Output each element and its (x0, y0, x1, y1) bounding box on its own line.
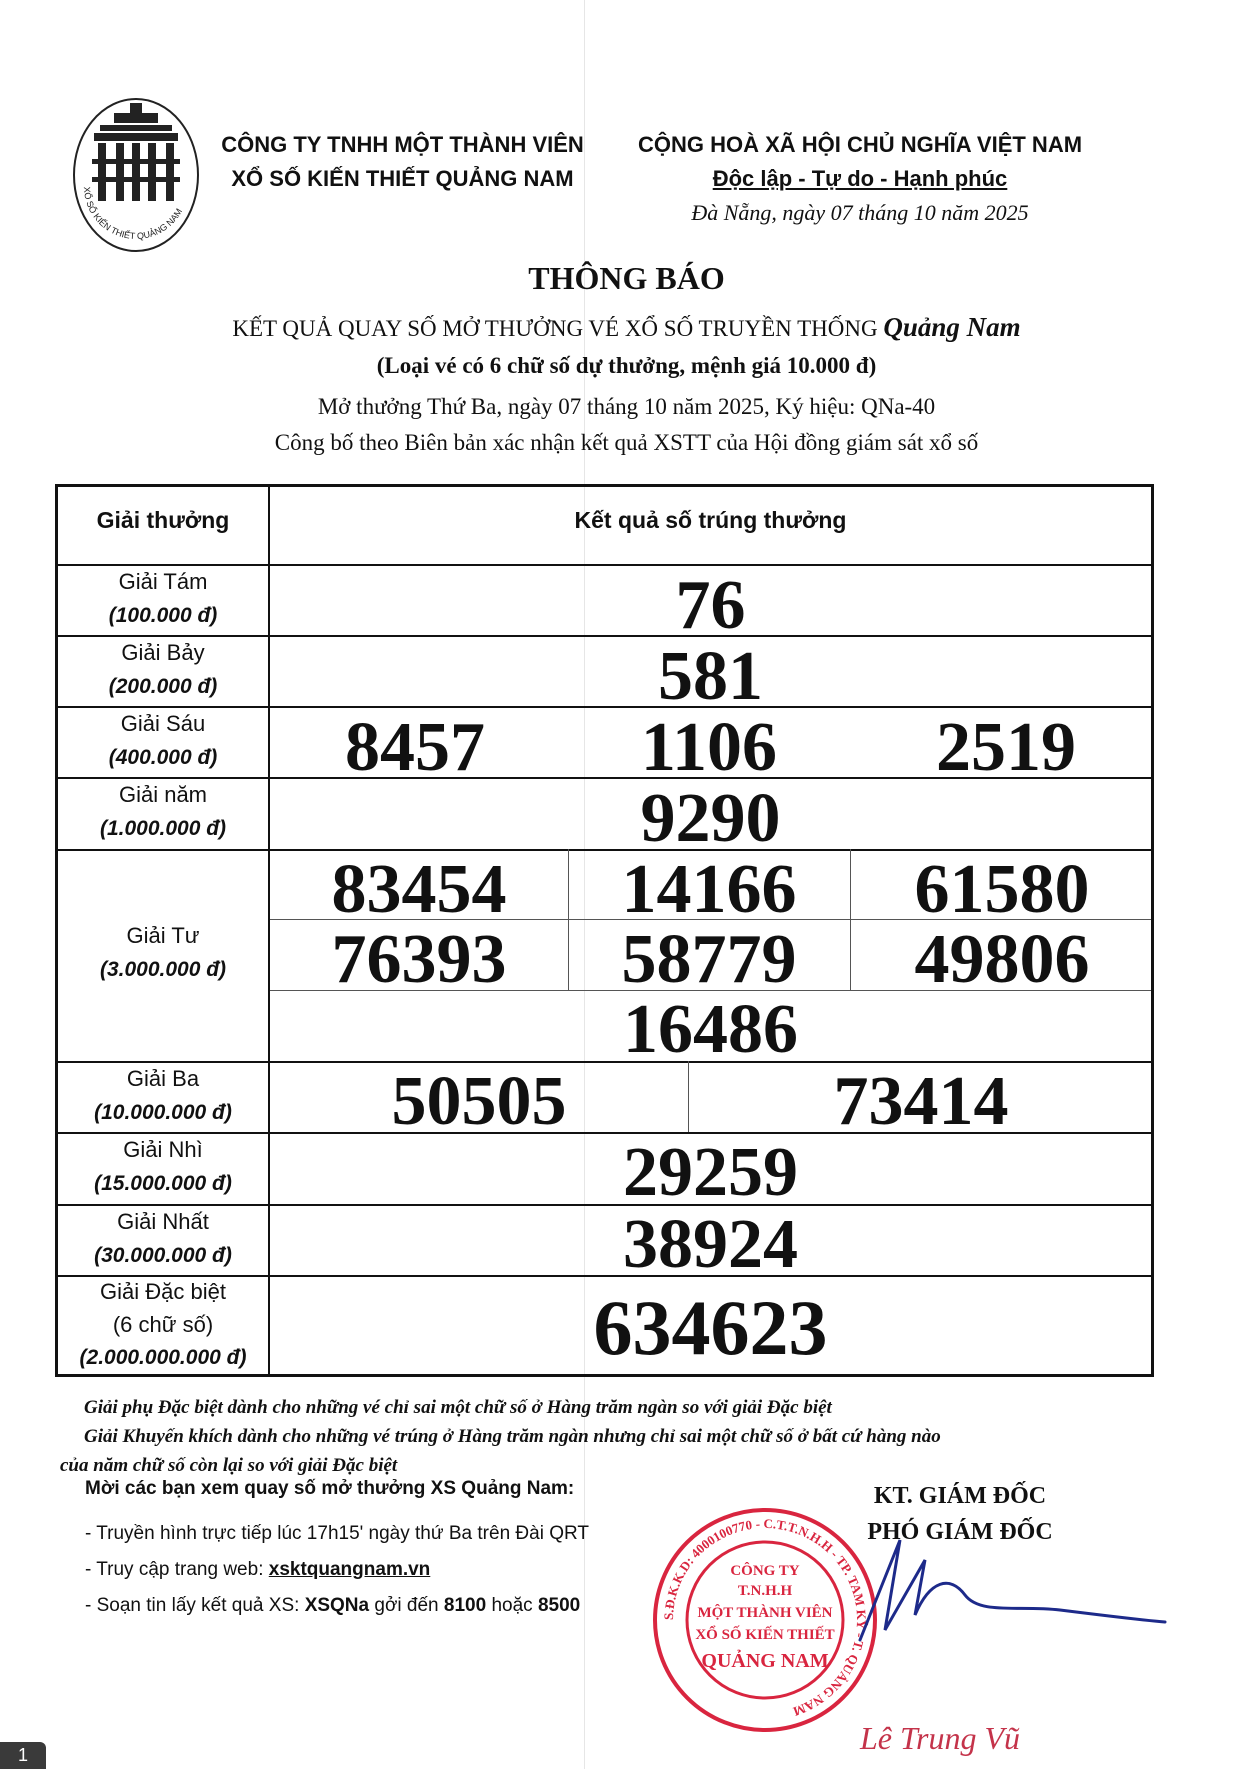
svg-text:XỔ SỐ KIẾN THIẾT: XỔ SỐ KIẾN THIẾT (695, 1627, 835, 1643)
notes (60, 1393, 1200, 1480)
sign-title1: KT. GIÁM ĐỐC (873, 1483, 1047, 1509)
prize-label-1: Giải Nhất (30.000.000 đ) (94, 1209, 232, 1267)
nation-line1: CỘNG HOÀ XÃ HỘI CHỦ NGHĨA VIỆT NAM (637, 132, 1083, 157)
company-line1: CÔNG TY TNHH MỘT THÀNH VIÊN (221, 132, 584, 157)
winning-number: 76 (675, 567, 746, 644)
winning-number: 2519 (936, 709, 1076, 786)
winning-number: 58779 (621, 921, 797, 998)
sign-title2: PHÓ GIÁM ĐỐC (867, 1519, 1053, 1545)
document-subtitle (0, 312, 1253, 343)
winning-number: 581 (658, 638, 763, 715)
signature-mark (840, 1520, 1170, 1670)
signer-name: Lê Trung Vũ (860, 1720, 1021, 1756)
watch-web: - Truy cập trang web: xsktquangnam.vn (85, 1559, 431, 1580)
winning-number: 29259 (623, 1134, 798, 1211)
winning-number: 1106 (640, 709, 778, 786)
ticket-info: (Loại vé có 6 chữ số dự thưởng, mệnh giá 10.000 đ) (376, 353, 877, 378)
watch-list (85, 1516, 589, 1624)
prize-label-7: Giải Bảy (200.000 đ) (108, 640, 218, 698)
prize-label-8: Giải Tám (100.000 đ) (108, 569, 218, 627)
winning-number: 50505 (391, 1063, 567, 1140)
prize-label-6: Giải Sáu (400.000 đ) (108, 711, 218, 769)
svg-text:CÔNG TY: CÔNG TY (730, 1563, 800, 1579)
note-line1: Giải phụ Đặc biệt dành cho những vé chỉ sai một chữ số ở Hàng trăm ngàn so với giải Đặc biệt (84, 1397, 832, 1418)
winning-number: 83454 (331, 851, 507, 928)
winning-number: 38924 (623, 1206, 798, 1283)
col-result-header: Kết quả số trúng thưởng (574, 507, 847, 533)
watch-tv: - Truyền hình trực tiếp lúc 17h15' ngày thứ Ba trên Đài QRT (85, 1523, 589, 1544)
subtitle-text: KẾT QUẢ QUAY SỐ MỞ THƯỞNG VÉ XỔ SỐ TRUYỀN THỐNG (232, 316, 878, 341)
subtitle-script: Quảng Nam (883, 312, 1021, 342)
winning-number: 49806 (914, 921, 1090, 998)
note-line2: Giải Khuyến khích dành cho những vé trúng ở Hàng trăm ngàn nhưng chỉ sai một chữ số ở bất cứ hàng nào (84, 1426, 941, 1447)
svg-text:MỘT THÀNH VIÊN: MỘT THÀNH VIÊN (697, 1605, 833, 1621)
proof-info: Công bố theo Biên bản xác nhận kết quả XSTT của Hội đồng giám sát xổ số (274, 430, 979, 455)
watch-heading: Mời các bạn xem quay số mở thưởng XS Quảng Nam: (85, 1478, 575, 1499)
winning-number: 9290 (640, 780, 781, 857)
logo-ring-text: XỔ SỐ KIẾN THIẾT QUẢNG NAM (81, 186, 185, 242)
winning-number: 73414 (833, 1063, 1009, 1140)
company-name (205, 128, 600, 196)
winning-number: 14166 (621, 851, 797, 928)
prize-label-5: Giải năm (1.000.000 đ) (99, 782, 227, 840)
website-link[interactable]: xsktquangnam.vn (268, 1559, 431, 1580)
date-line: Đà Nẵng, ngày 07 tháng 10 năm 2025 (691, 200, 1029, 225)
winning-number: 16486 (623, 991, 798, 1068)
svg-text:S.Đ.K.K.D: 4000100770 - C.T.T.: S.Đ.K.K.D: 4000100770 - C.T.T.N.H.H - TP. TAM KỲ - T. QUẢNG NAM (660, 1515, 870, 1720)
prize-label-2: Giải Nhì (15.000.000 đ) (94, 1137, 232, 1195)
national-header (610, 128, 1110, 230)
company-line2: XỔ SỐ KIẾN THIẾT QUẢNG NAM (231, 166, 574, 191)
winning-number: 61580 (914, 851, 1090, 928)
winning-number: 8457 (345, 709, 485, 786)
col-prize-header: Giải thưởng (96, 507, 230, 533)
winning-number: 76393 (331, 921, 507, 998)
nation-motto: Độc lập - Tự do - Hạnh phúc (712, 166, 1008, 191)
prize-label-4: Giải Tư (3.000.000 đ) (99, 923, 227, 981)
company-logo (70, 95, 202, 255)
watch-sms: - Soạn tin lấy kết quả XS: XSQNa gởi đến 8100 hoặc 8500 (85, 1595, 581, 1616)
prize-label-3: Giải Ba (10.000.000 đ) (94, 1066, 232, 1124)
svg-text:T.N.H.H: T.N.H.H (737, 1583, 793, 1599)
draw-info: Mở thưởng Thứ Ba, ngày 07 tháng 10 năm 2025, Ký hiệu: QNa-40 (317, 394, 936, 419)
document-title: THÔNG BÁO (528, 260, 725, 296)
prize-label-special: Giải Đặc biệt (6 chữ số) (2.000.000.000 đ) (79, 1279, 247, 1369)
svg-text:QUẢNG NAM: QUẢNG NAM (701, 1650, 829, 1672)
page-number-badge: 1 (0, 1742, 46, 1769)
note-line3: của năm chữ số còn lại so với giải Đặc biệt (60, 1455, 398, 1476)
results-table (55, 484, 1154, 1377)
special-prize-number: 634623 (593, 1284, 828, 1371)
